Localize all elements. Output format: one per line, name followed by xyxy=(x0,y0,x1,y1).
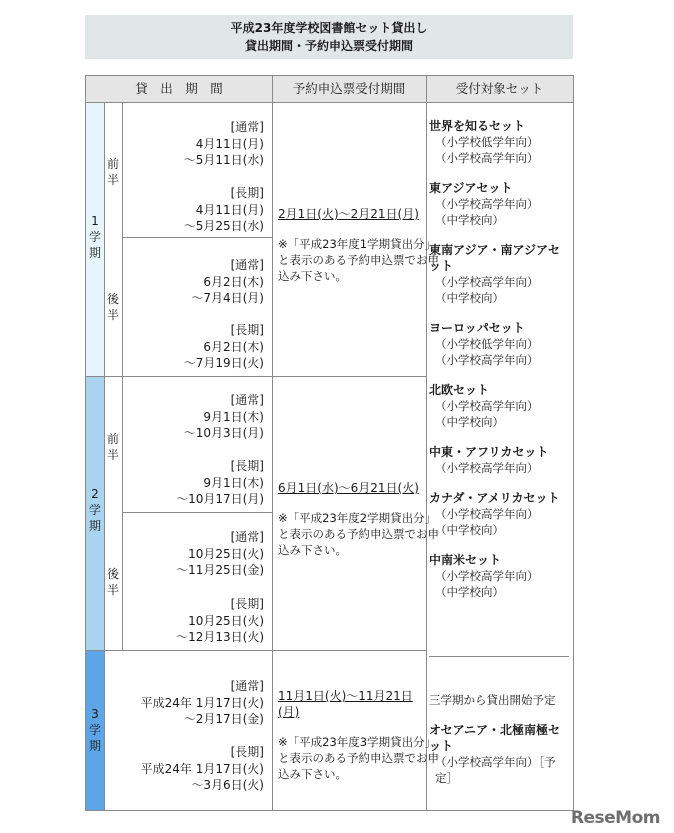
set-target: （中学校向） xyxy=(435,415,504,429)
set-name: ヨーロッパセット xyxy=(429,321,525,335)
set-target: （小学校高学年向） xyxy=(435,151,539,165)
set-item xyxy=(429,118,569,166)
set-item xyxy=(429,444,569,476)
set-item xyxy=(429,180,569,228)
set-target: （中学校向） xyxy=(435,523,504,537)
set-name: 北欧セット xyxy=(429,383,490,397)
term1-application-date: 2月1日(火)～2月21日(月) xyxy=(278,207,419,221)
set-item xyxy=(429,552,569,600)
divider xyxy=(122,237,272,238)
term3-application-note: ※「平成23年度3学期貸出分」と表示のある予約申込票でお申込み下さい。 xyxy=(278,735,439,781)
term1-application xyxy=(278,206,446,284)
term1-application-note: ※「平成23年度1学期貸出分」と表示のある予約申込票でお申込み下さい。 xyxy=(278,237,439,283)
set-item xyxy=(429,320,569,368)
term3-sets xyxy=(429,692,569,786)
divider xyxy=(104,103,105,810)
set-target: （小学校低学年向） xyxy=(435,337,539,351)
term3-application-date: 11月1日(火)～11月21日(月) xyxy=(278,689,413,719)
divider xyxy=(122,512,272,513)
set-target: （中学校向） xyxy=(435,291,504,305)
term3-normal-period: [通常] 平成24年 1月17日(火) ～2月17日(金) xyxy=(140,679,264,726)
divider xyxy=(272,76,273,810)
set-target: （小学校低学年向） xyxy=(435,135,539,149)
title-line2: 貸出期間・予約申込票受付期間 xyxy=(244,39,413,53)
term3-application xyxy=(278,688,446,782)
term3-label: 3学期 xyxy=(88,707,101,753)
term2-first-normal-period: [通常] 9月1日(木) ～10月3日(月) xyxy=(183,393,264,440)
header-application: 予約申込票受付期間 xyxy=(272,76,426,103)
set-target: （小学校高学年向） xyxy=(435,507,539,521)
term2-application-date: 6月1日(水)～6月21日(火) xyxy=(278,481,419,495)
title-line1: 平成23年度学校図書館セット貸出し xyxy=(230,21,428,35)
term2-second-normal-period: [通常] 10月25日(火) ～11月25日(金) xyxy=(176,530,264,577)
set-target: （小学校高学年向） xyxy=(435,461,539,475)
divider xyxy=(429,656,569,657)
set-name: 東アジアセット xyxy=(429,181,513,195)
divider xyxy=(86,650,426,651)
set-name: 世界を知るセット xyxy=(429,119,526,133)
set-name: オセアニア・北極南極セット xyxy=(429,723,561,753)
term1-second-long-period: [長期] 6月2日(木) ～7月19日(火) xyxy=(183,323,264,370)
term2-application xyxy=(278,480,446,558)
term2-application-note: ※「平成23年度2学期貸出分」と表示のある予約申込票でお申込み下さい。 xyxy=(278,511,439,557)
set-name: 東南アジア・南アジアセット xyxy=(429,243,560,273)
set-target: （小学校高学年向） xyxy=(435,275,539,289)
set-target: （中学校向） xyxy=(435,585,504,599)
set-name: 中東・アフリカセット xyxy=(429,445,549,459)
term3-long-period: [長期] 平成24年 1月17日(火) ～3月6日(火) xyxy=(140,745,264,792)
sets-list xyxy=(429,118,569,600)
term1-second-normal-period: [通常] 6月2日(木) ～7月4日(月) xyxy=(191,258,264,305)
watermark-logo: ReseMom xyxy=(570,808,660,828)
term2-first-long-period: [長期] 9月1日(木) ～10月17日(月) xyxy=(176,459,264,506)
header-lending: 貸 出 期 間 xyxy=(86,76,272,103)
divider xyxy=(86,376,426,377)
set-target: （小学校高学年向） xyxy=(435,197,539,211)
term2-second-long-period: [長期] 10月25日(火) ～12月13日(火) xyxy=(176,597,264,644)
header-sets: 受付対象セット xyxy=(426,76,573,103)
term1-first-normal-period: [通常] 4月11日(月) ～5月11日(水) xyxy=(183,120,264,167)
set-name: カナダ・アメリカセット xyxy=(429,491,560,505)
term2-first-half-label: 前半 xyxy=(106,432,119,462)
schedule-table xyxy=(85,75,574,811)
term1-first-half-label: 前半 xyxy=(106,157,119,187)
set-target: （小学校高学年向）［予定］ xyxy=(435,755,556,785)
term2-label: 2学期 xyxy=(88,487,101,533)
title-box xyxy=(85,15,573,59)
set-target: （中学校向） xyxy=(435,213,504,227)
term1-label: 1学期 xyxy=(88,214,101,260)
set-item xyxy=(429,382,569,430)
set-item xyxy=(429,490,569,538)
set-target: （小学校高学年向） xyxy=(435,353,539,367)
term2-second-half-label: 後半 xyxy=(106,567,119,597)
set-name: 中南米セット xyxy=(429,553,502,567)
term1-first-long-period: [長期] 4月11日(月) ～5月25日(水) xyxy=(183,186,264,233)
set-item xyxy=(429,242,569,306)
set-target: （小学校高学年向） xyxy=(435,399,539,413)
set-target: （小学校高学年向） xyxy=(435,569,539,583)
term3-sets-note: 三学期から貸出開始予定 xyxy=(429,693,556,707)
term1-second-half-label: 後半 xyxy=(106,292,119,322)
